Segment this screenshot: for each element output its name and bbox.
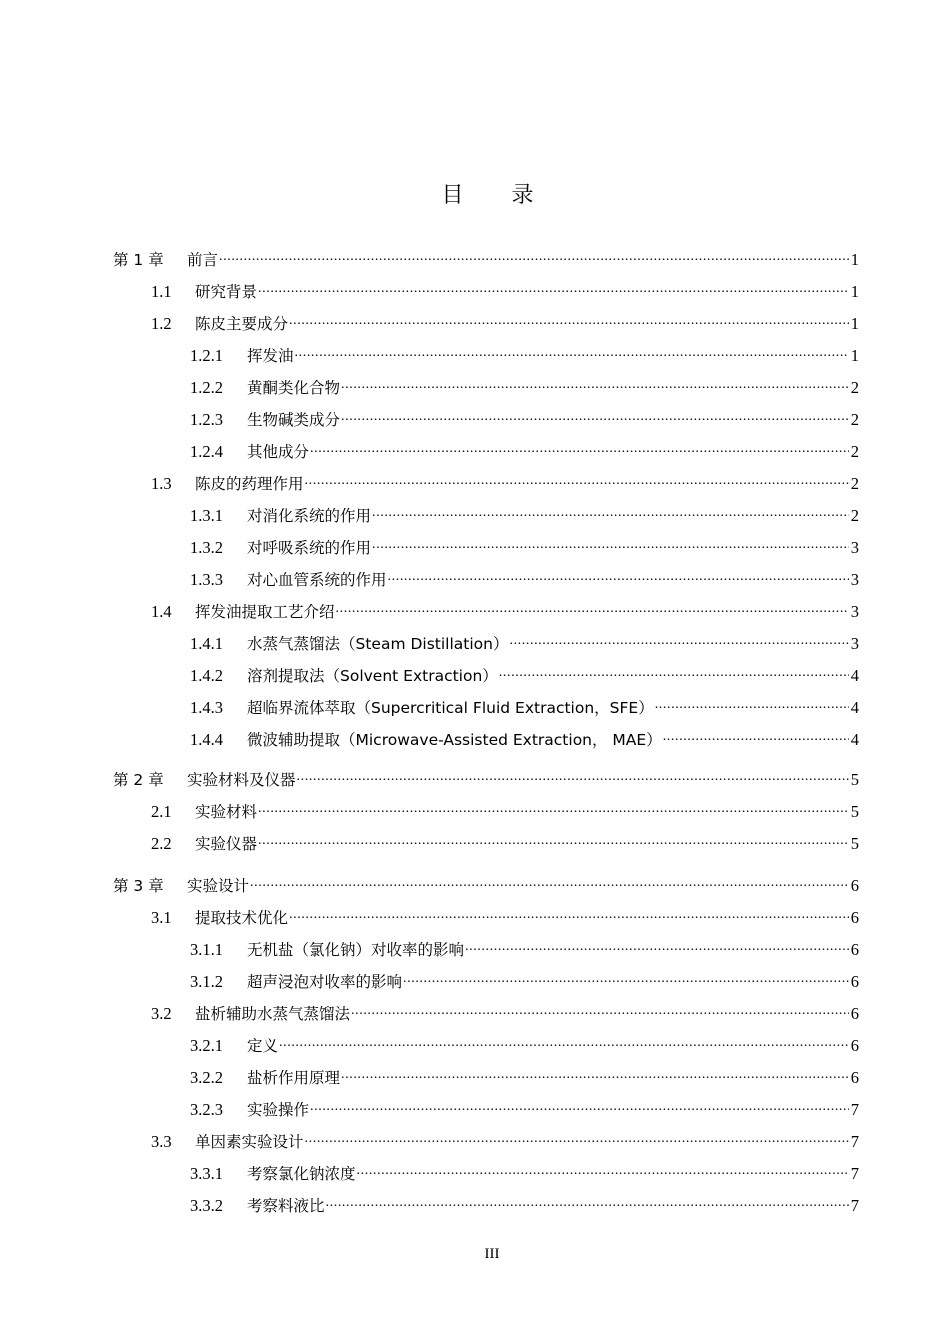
toc-entry-title: 研究背景: [195, 283, 258, 301]
toc-dot-leader: [258, 278, 849, 300]
toc-entry-title: 挥发油提取工艺介绍: [195, 603, 335, 621]
toc-dot-leader: [388, 566, 849, 588]
toc-entry-page: 6: [850, 908, 859, 927]
toc-entry[interactable]: [113, 869, 859, 897]
toc-dot-leader: [372, 534, 849, 556]
toc-entry-number: 1.2.3: [190, 410, 223, 429]
toc-entry-title: 对呼吸系统的作用: [247, 539, 372, 557]
toc-entry-page: 3: [850, 570, 859, 589]
toc-entry-title: 前言: [187, 251, 219, 269]
toc-entry-page: 6: [850, 940, 859, 959]
toc-entry-page: 3: [850, 602, 859, 621]
toc-entry[interactable]: [151, 795, 859, 823]
toc-entry-title: 超临界流体萃取（Supercritical Fluid Extraction，SFE）: [247, 699, 654, 717]
toc-dot-leader: [305, 1128, 849, 1150]
toc-entry-number: 1.2.4: [190, 442, 223, 461]
title-char-2: 录: [511, 183, 534, 208]
toc-dot-leader: [372, 502, 849, 524]
toc-entry-number: 1.4.3: [190, 698, 223, 717]
toc-entry[interactable]: [190, 403, 859, 431]
toc-dot-leader: [341, 1064, 849, 1086]
toc-dot-leader: [297, 766, 849, 788]
toc-entry[interactable]: [190, 339, 859, 367]
toc-dot-leader: [258, 798, 849, 820]
toc-entry-title: 提取技术优化: [195, 909, 289, 927]
toc-entry-title: 对消化系统的作用: [247, 507, 372, 525]
toc-entry-number: 1.3.1: [190, 506, 223, 525]
title-char-1: 目: [441, 183, 464, 208]
toc-entry-title: 生物碱类成分: [247, 411, 341, 429]
toc-dot-leader: [499, 662, 849, 684]
toc-entry-title: 实验仪器: [195, 835, 258, 853]
toc-entry-title: 实验操作: [247, 1101, 310, 1119]
toc-dot-leader: [258, 830, 849, 852]
toc-entry-page: 2: [850, 442, 859, 461]
toc-entry-title: 实验材料及仪器: [187, 771, 296, 789]
toc-entry-title: 挥发油: [247, 347, 294, 365]
toc-entry-number: 1.3: [151, 474, 172, 493]
toc-entry[interactable]: [190, 1093, 859, 1121]
toc-dot-leader: [289, 904, 849, 926]
toc-dot-leader: [250, 872, 849, 894]
toc-dot-leader: [326, 1192, 849, 1214]
toc-entry-number: 第 1 章: [113, 251, 164, 269]
toc-entry-page: 5: [850, 802, 859, 821]
toc-entry-title: 溶剂提取法（Solvent Extraction）: [247, 667, 498, 685]
toc-entry-number: 3.3: [151, 1132, 172, 1151]
toc-entry-number: 3.1: [151, 908, 172, 927]
toc-entry-page: 7: [850, 1164, 859, 1183]
toc-entry[interactable]: [190, 499, 859, 527]
toc-entry-page: 7: [850, 1196, 859, 1215]
toc-entry-title: 单因素实验设计: [195, 1133, 304, 1151]
toc-entry-page: 2: [850, 474, 859, 493]
toc-entry-number: 1.3.3: [190, 570, 223, 589]
toc-entry-page: 4: [850, 698, 859, 717]
toc-entry-number: 1.2: [151, 314, 172, 333]
toc-entry-number: 3.1.1: [190, 940, 223, 959]
toc-entry-page: 3: [850, 538, 859, 557]
toc-dot-leader: [663, 726, 849, 748]
toc-dot-leader: [305, 470, 849, 492]
toc-dot-leader: [341, 374, 849, 396]
toc-entry-number: 1.4.2: [190, 666, 223, 685]
toc-entry-title: 无机盐（氯化钠）对收率的影响: [247, 941, 465, 959]
toc-entry-page: 2: [850, 378, 859, 397]
toc-entry[interactable]: [151, 275, 859, 303]
toc-entry-number: 1.2.2: [190, 378, 223, 397]
toc-entry[interactable]: [190, 659, 859, 687]
toc-entry-title: 超声浸泡对收率的影响: [247, 973, 403, 991]
toc-entry-number: 3.1.2: [190, 972, 223, 991]
toc-dot-leader: [403, 968, 849, 990]
toc-dot-leader: [279, 1032, 849, 1054]
toc-entry[interactable]: [190, 371, 859, 399]
toc-dot-leader: [295, 342, 849, 364]
toc-entry-page: 6: [850, 972, 859, 991]
toc-entry-title: 考察料液比: [247, 1197, 325, 1215]
toc-entry-title: 陈皮的药理作用: [195, 475, 304, 493]
toc-entry-number: 1.2.1: [190, 346, 223, 365]
toc-entry-page: 1: [850, 314, 859, 333]
toc-entry[interactable]: [151, 595, 859, 623]
toc-entry[interactable]: [190, 1189, 859, 1217]
toc-dot-leader: [289, 310, 849, 332]
toc-entry-number: 2.2: [151, 834, 172, 853]
toc-entry[interactable]: [190, 435, 859, 463]
toc-entry-number: 1.4: [151, 602, 172, 621]
toc-entry-title: 微波辅助提取（Microwave-Assisted Extraction， MAE）: [247, 731, 662, 749]
toc-dot-leader: [310, 438, 849, 460]
toc-entry-page: 1: [850, 250, 859, 269]
toc-entry-page: 4: [850, 666, 859, 685]
toc-entry-title: 实验设计: [187, 877, 250, 895]
toc-entry[interactable]: [113, 243, 859, 271]
toc-entry-number: 第 3 章: [113, 877, 164, 895]
toc-entry-number: 3.2: [151, 1004, 172, 1023]
toc-dot-leader: [655, 694, 849, 716]
toc-dot-leader: [336, 598, 849, 620]
toc-entry-number: 3.3.2: [190, 1196, 223, 1215]
toc-entry-title: 盐析辅助水蒸气蒸馏法: [195, 1005, 351, 1023]
toc-entry[interactable]: [190, 1157, 859, 1185]
toc-entry-title: 对心血管系统的作用: [247, 571, 387, 589]
toc-entry-number: 1.4.1: [190, 634, 223, 653]
toc-entry[interactable]: [151, 827, 859, 855]
toc-entry-number: 2.1: [151, 802, 172, 821]
toc-entry[interactable]: [151, 307, 859, 335]
toc-entry[interactable]: [151, 997, 859, 1025]
toc-entry-page: 6: [850, 1004, 859, 1023]
toc-entry[interactable]: [190, 1061, 859, 1089]
toc-entry-title: 考察氯化钠浓度: [247, 1165, 356, 1183]
toc-dot-leader: [351, 1000, 849, 1022]
toc-entry[interactable]: [151, 467, 859, 495]
toc-entry[interactable]: [151, 1125, 859, 1153]
toc-entry-page: 7: [850, 1100, 859, 1119]
toc-entry-title: 陈皮主要成分: [195, 315, 289, 333]
toc-entry[interactable]: [190, 965, 859, 993]
toc-entry-page: 6: [850, 1036, 859, 1055]
toc-entry-page: 6: [850, 1068, 859, 1087]
toc-dot-leader: [341, 406, 849, 428]
toc-entry-page: 1: [850, 346, 859, 365]
toc-entry-page: 5: [850, 770, 859, 789]
toc-entry[interactable]: [190, 933, 859, 961]
toc-dot-leader: [465, 936, 849, 958]
toc-entry-title: 水蒸气蒸馏法（Steam Distillation）: [247, 635, 509, 653]
toc-entry-title: 定义: [247, 1037, 279, 1055]
toc-dot-leader: [357, 1160, 849, 1182]
page-number: III: [484, 1246, 500, 1262]
toc-entry[interactable]: [190, 531, 859, 559]
toc-entry[interactable]: [113, 763, 859, 791]
toc-entry-number: 1.1: [151, 282, 172, 301]
toc-dot-leader: [509, 630, 848, 652]
toc-entry-page: 1: [850, 282, 859, 301]
toc-entry[interactable]: [190, 723, 859, 751]
toc-entry-number: 1.3.2: [190, 538, 223, 557]
toc-entry-page: 2: [850, 410, 859, 429]
toc-entry-title: 黄酮类化合物: [247, 379, 341, 397]
toc-entry-title: 盐析作用原理: [247, 1069, 341, 1087]
page-title: [0, 178, 950, 209]
toc-entry-number: 3.3.1: [190, 1164, 223, 1183]
toc-entry[interactable]: [190, 691, 859, 719]
toc-entry-title: 实验材料: [195, 803, 258, 821]
toc-entry[interactable]: [151, 901, 859, 929]
toc-entry-page: 5: [850, 834, 859, 853]
toc-entry[interactable]: [190, 563, 859, 591]
toc-entry-number: 第 2 章: [113, 771, 164, 789]
toc-entry-page: 3: [850, 634, 859, 653]
toc-entry-number: 3.2.3: [190, 1100, 223, 1119]
toc-dot-leader: [310, 1096, 849, 1118]
toc-entry-page: 6: [850, 876, 859, 895]
toc-entry-page: 7: [850, 1132, 859, 1151]
toc-entry[interactable]: [190, 627, 859, 655]
toc-entry-number: 1.4.4: [190, 730, 223, 749]
toc-entry-number: 3.2.1: [190, 1036, 223, 1055]
toc-entry-title: 其他成分: [247, 443, 310, 461]
toc-entry-page: 4: [850, 730, 859, 749]
toc-entry-number: 3.2.2: [190, 1068, 223, 1087]
toc-entry-page: 2: [850, 506, 859, 525]
toc-entry[interactable]: [190, 1029, 859, 1057]
toc-dot-leader: [219, 246, 849, 268]
